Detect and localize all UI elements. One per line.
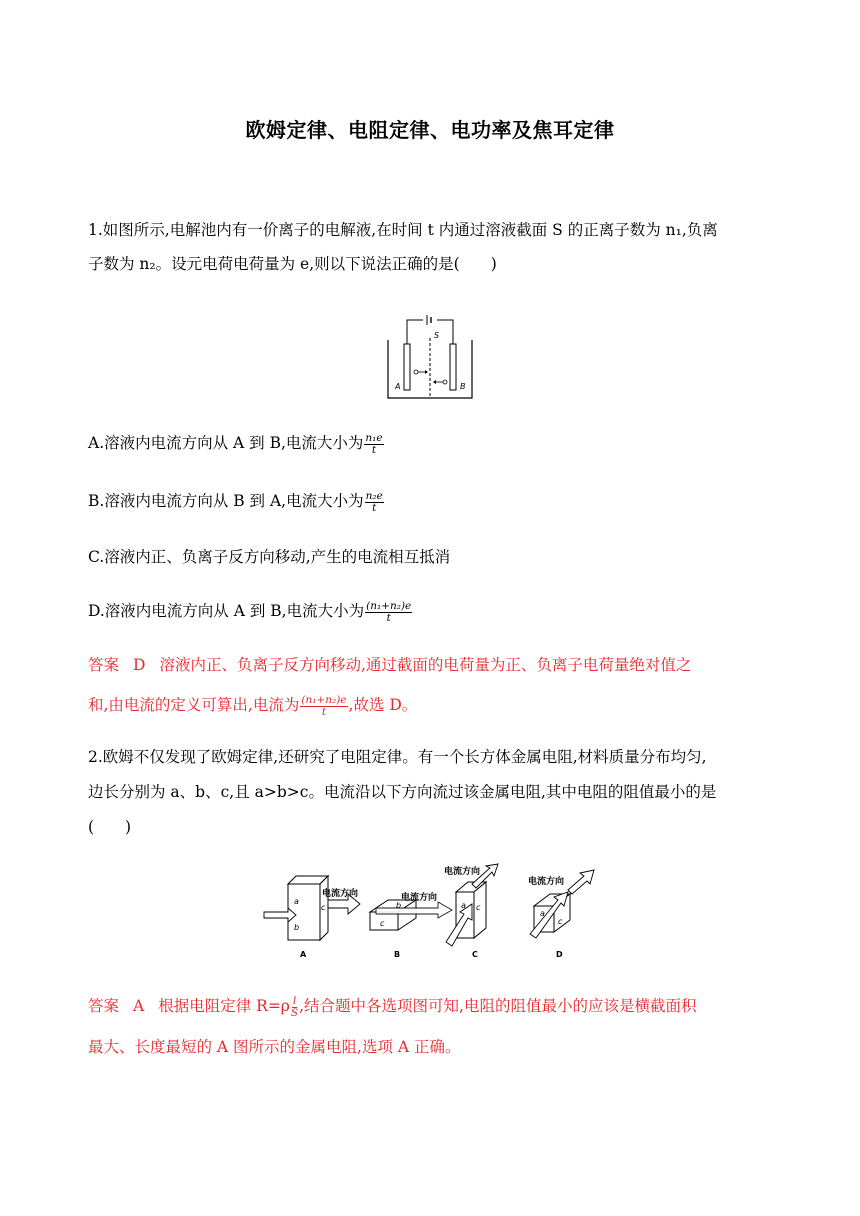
q1-stem-line1: 1.如图所示,电解池内有一价离子的电解液,在时间 t 内通过溶液截面 S 的正离子数为 n₁,负离 [88, 221, 718, 239]
q1-option-c-text: C.溶液内正、负离子反方向移动,产生的电流相互抵消 [88, 548, 451, 566]
q1-answer-num: (n₁+n₂)e [301, 693, 347, 706]
q1-option-d[interactable] [88, 600, 778, 624]
q1-option-c[interactable] [88, 546, 778, 568]
block-c [444, 864, 498, 959]
caption-c: C [472, 950, 478, 959]
q1-option-b-text: B.溶液内电流方向从 B 到 A,电流大小为 [88, 492, 364, 510]
q2-answer-fraction [291, 996, 298, 1019]
caption-a: A [300, 950, 307, 959]
q1-answer-line2 [88, 694, 778, 718]
q1-answer-den: t [321, 705, 327, 718]
block-b [370, 891, 452, 959]
q1-answer-line1 [88, 654, 778, 676]
block-c-edge-c: c [476, 903, 481, 912]
block-b-edge-b: b [396, 901, 402, 910]
q1-stem-line2: 子数为 n₂。设元电荷电荷量为 e,则以下说法正确的是( ) [88, 255, 497, 273]
q2-answer-choice: A [133, 997, 145, 1015]
q2-answer-text1-post: ,结合题中各选项图可知,电阻的阻值最小的应该是横截面积 [299, 997, 697, 1015]
q1-option-a-fraction [364, 433, 383, 456]
q1-option-b-den: t [372, 501, 377, 514]
q2-stem-line2: 边长分别为 a、b、c,且 a>b>c。电流沿以下方向流过该金属电阻,其中电阻的阻值最小的是 [88, 783, 717, 801]
q1-answer-text2-post: ,故选 D。 [348, 696, 418, 714]
block-a-current-label: 电流方向 [322, 889, 359, 899]
q1-option-a[interactable] [88, 432, 778, 456]
block-c-current-label: 电流方向 [444, 867, 481, 877]
q2-answer-line1 [88, 995, 778, 1019]
label-s: S [434, 331, 440, 340]
q1-option-a-den: t [371, 443, 377, 456]
block-b-edge-c: c [380, 919, 385, 928]
block-c-edge-a: a [461, 901, 466, 910]
caption-d: D [556, 950, 563, 959]
q1-option-d-den: t [386, 611, 391, 624]
q1-answer-text2-pre: 和,由电流的定义可算出,电流为 [88, 696, 300, 714]
electrolytic-cell-figure [383, 310, 477, 402]
block-b-current-label: 电流方向 [401, 893, 438, 903]
caption-b: B [394, 950, 401, 959]
label-b: B [460, 382, 466, 391]
block-d-edge-c: c [558, 917, 563, 926]
q1-option-d-num: (n₁+n₂)e [366, 599, 412, 612]
block-a-edge-b: b [294, 923, 300, 932]
q2-answer-text1-pre: 根据电阻定律 R=ρ [158, 997, 290, 1015]
q2-stem-line1: 2.欧姆不仅发现了欧姆定律,还研究了电阻定律。有一个长方体金属电阻,材料质量分布均匀, [88, 748, 707, 766]
resistor-blocks-figure [258, 860, 608, 970]
q1-answer-text1: 溶液内正、负离子反方向移动,通过截面的电荷量为正、负离子电荷量绝对值之 [159, 656, 692, 674]
q1-option-b-fraction [365, 491, 384, 514]
label-a: A [395, 382, 401, 391]
page-title: 欧姆定律、电阻定律、电功率及焦耳定律 [245, 118, 615, 142]
q2-answer-label: 答案 [88, 997, 120, 1015]
block-a-edge-a: a [294, 897, 299, 906]
q1-option-a-num: n₁e [365, 431, 383, 444]
q1-option-a-text: A.溶液内电流方向从 A 到 B,电流大小为 [88, 434, 364, 452]
q2-stem-line3: ( ) [88, 818, 132, 836]
q1-option-d-fraction [365, 601, 412, 624]
block-d-edge-a: a [540, 909, 545, 918]
block-a-edge-c: c [321, 903, 326, 912]
block-d-current-label: 电流方向 [528, 877, 565, 887]
q2-answer-den: S [290, 1006, 299, 1019]
q2-answer-num: l [292, 994, 297, 1007]
q1-answer-choice: D [133, 656, 146, 674]
q1-option-b[interactable] [88, 490, 778, 514]
block-d [528, 870, 594, 959]
q2-answer-line2: 最大、长度最短的 A 图所示的金属电阻,选项 A 正确。 [88, 1038, 461, 1056]
block-a [264, 876, 360, 959]
q1-option-d-text: D.溶液内电流方向从 A 到 B,电流大小为 [88, 602, 365, 620]
q1-option-b-num: n₂e [365, 489, 383, 502]
q1-answer-fraction [300, 695, 347, 718]
q1-answer-label: 答案 [88, 656, 120, 674]
